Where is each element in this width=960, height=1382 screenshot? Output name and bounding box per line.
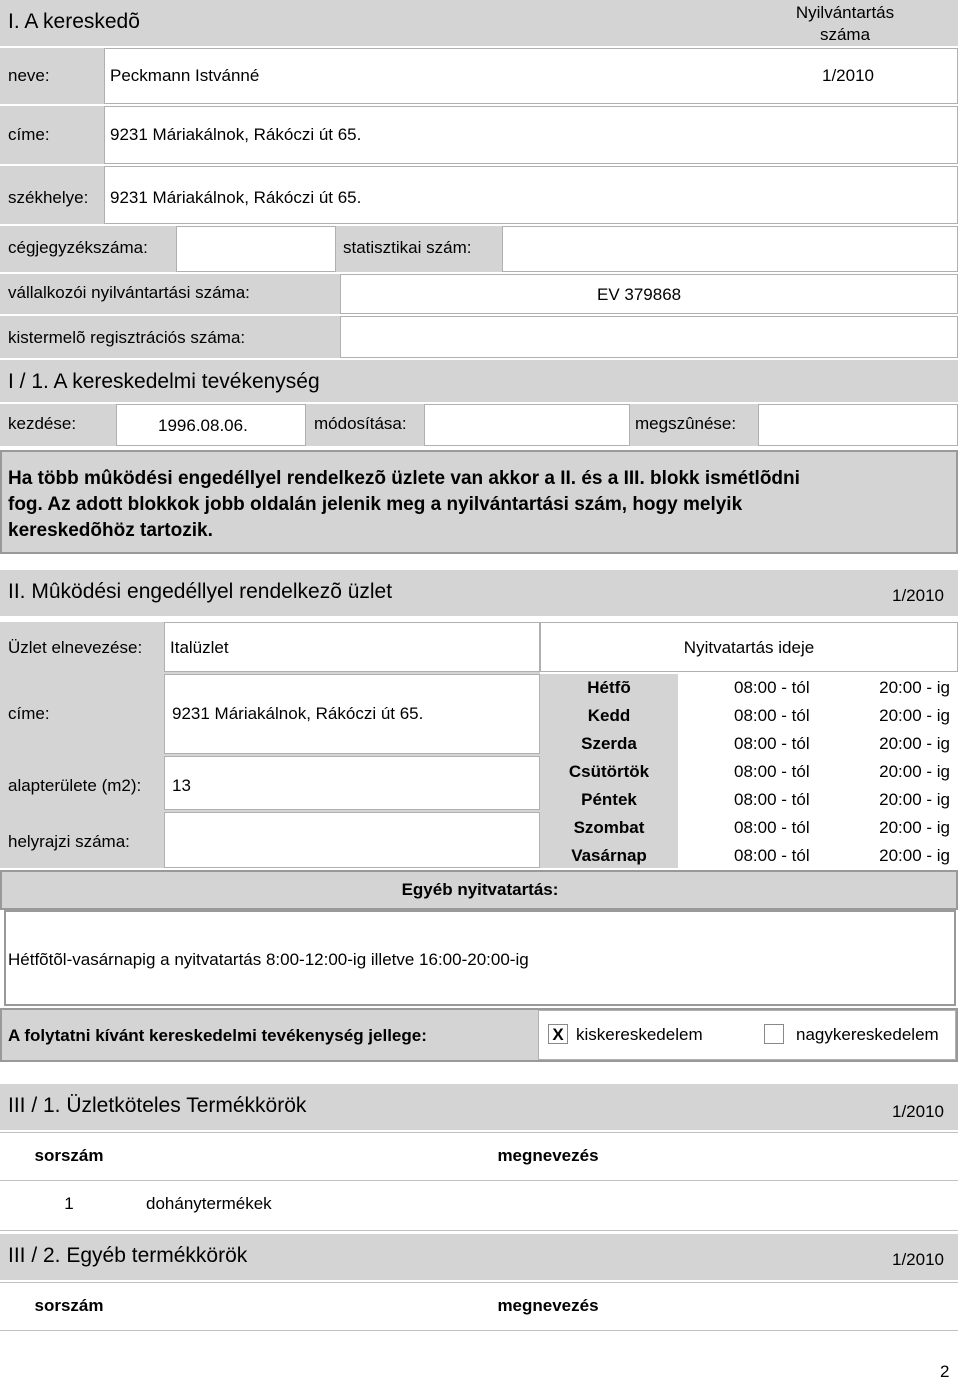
seat-value: 9231 Máriakálnok, Rákóczi út 65. [110,188,362,207]
products-col-no: sorszám [34,1146,104,1165]
seat-label: székhelye: [8,188,89,207]
notice-line2: fog. Az adott blokkok jobb oldalán jelenik meg a nyilvántartási szám, hogy melyik [8,494,743,515]
other-products-col-no: sorszám [34,1296,104,1315]
smallholder-label: kistermelõ regisztrációs száma: [8,328,246,347]
hours-from: 08:00 - tól [734,790,810,809]
products-divider [0,1132,958,1133]
product-name: dohánytermékek [146,1194,272,1213]
shop-address-label: címe: [8,704,50,723]
modified-field [424,404,630,446]
page-number: 2 [940,1362,950,1381]
notice-line3: kereskedõhöz tartozik. [8,520,213,541]
shop-area-value: 13 [172,776,191,795]
end-field [758,404,958,446]
other-products-col-name: megnevezés [497,1296,599,1315]
hours-to: 20:00 - ig [879,790,950,809]
hours-from: 08:00 - tól [734,818,810,837]
shop-name-label: Üzlet elnevezése: [8,638,143,657]
reg-label-line1: Nyilvántartás [795,3,895,22]
entrepreneur-label: vállalkozói nyilvántartási száma: [8,283,250,302]
hours-day: Vasárnap [571,846,647,865]
start-label: kezdése: [8,414,77,433]
shop-area-label: alapterülete (m2): [8,776,142,795]
end-label: megszûnése: [635,414,737,433]
shop-area-field [164,756,540,810]
hours-day: Szerda [581,734,637,753]
hours-to: 20:00 - ig [879,818,950,837]
hours-to: 20:00 - ig [879,678,950,697]
address-label: címe: [8,125,50,144]
name-label: neve: [8,66,50,85]
shop-reg-number: 1/2010 [892,586,944,605]
hours-from: 08:00 - tól [734,762,810,781]
name-value: Peckmann Istvánné [110,66,260,85]
address-value: 9231 Máriakálnok, Rákóczi út 65. [110,125,362,144]
activity-section-title: I / 1. A kereskedelmi tevékenység [8,370,320,393]
reg-label [740,2,950,46]
notice-line1: Ha több mûködési engedéllyel rendelkezõ üzlete van akkor a II. és a III. blokk ismétlõdni [8,468,800,489]
other-hours-label: Egyéb nyitvatartás: [401,880,559,899]
hours-title: Nyitvatartás ideje [683,638,815,657]
other-products-section-title: III / 2. Egyéb termékkörök [8,1244,248,1267]
wholesale-label: nagykereskedelem [796,1025,939,1044]
hours-to: 20:00 - ig [879,762,950,781]
stat-label: statisztikai szám: [343,238,472,257]
hours-from: 08:00 - tól [734,734,810,753]
products-divider [0,1230,958,1231]
shop-address-value: 9231 Máriakálnok, Rákóczi út 65. [172,704,424,723]
shop-lot-field [164,812,540,868]
hours-day: Kedd [587,706,631,725]
shop-section-title: II. Mûködési engedéllyel rendelkezõ üzlet [8,580,393,603]
products-divider [0,1180,958,1181]
hours-day: Csütörtök [568,762,650,781]
products-reg-number: 1/2010 [892,1102,944,1121]
products-section-title: III / 1. Üzletköteles Termékkörök [8,1094,307,1117]
stat-field [502,226,958,272]
nature-label: A folytatni kívánt kereskedelmi tevékenység jellege: [8,1026,427,1045]
reg-number-value: 1/2010 [822,66,874,85]
other-products-divider [0,1330,958,1331]
retail-checkbox[interactable]: X [548,1024,568,1044]
wholesale-checkbox[interactable] [764,1024,784,1044]
modified-label: módosítása: [314,414,407,433]
shop-lot-label: helyrajzi száma: [8,832,130,851]
other-products-reg-number: 1/2010 [892,1250,944,1269]
company-reg-label: cégjegyzékszáma: [8,238,148,257]
hours-to: 20:00 - ig [879,846,950,865]
reg-label-line2: száma [819,25,871,44]
entrepreneur-value: EV 379868 [597,285,682,304]
notice-text [8,466,948,544]
company-reg-field [176,226,336,272]
other-hours-value: Hétfõtõl-vasárnapig a nyitvatartás 8:00-12:00-ig illetve 16:00-20:00-ig [8,950,529,969]
hours-to: 20:00 - ig [879,706,950,725]
shop-name-value: Italüzlet [170,638,229,657]
hours-day: Szombat [573,818,645,837]
hours-to: 20:00 - ig [879,734,950,753]
other-products-divider [0,1282,958,1283]
trader-section-title: I. A kereskedõ [8,10,140,33]
hours-from: 08:00 - tól [734,706,810,725]
hours-from: 08:00 - tól [734,846,810,865]
hours-day: Hétfõ [587,678,631,697]
hours-day: Péntek [581,790,637,809]
product-no: 1 [64,1194,74,1213]
products-col-name: megnevezés [497,1146,599,1165]
start-value: 1996.08.06. [158,416,248,435]
retail-label: kiskereskedelem [576,1025,703,1044]
hours-from: 08:00 - tól [734,678,810,697]
smallholder-field [340,316,958,358]
